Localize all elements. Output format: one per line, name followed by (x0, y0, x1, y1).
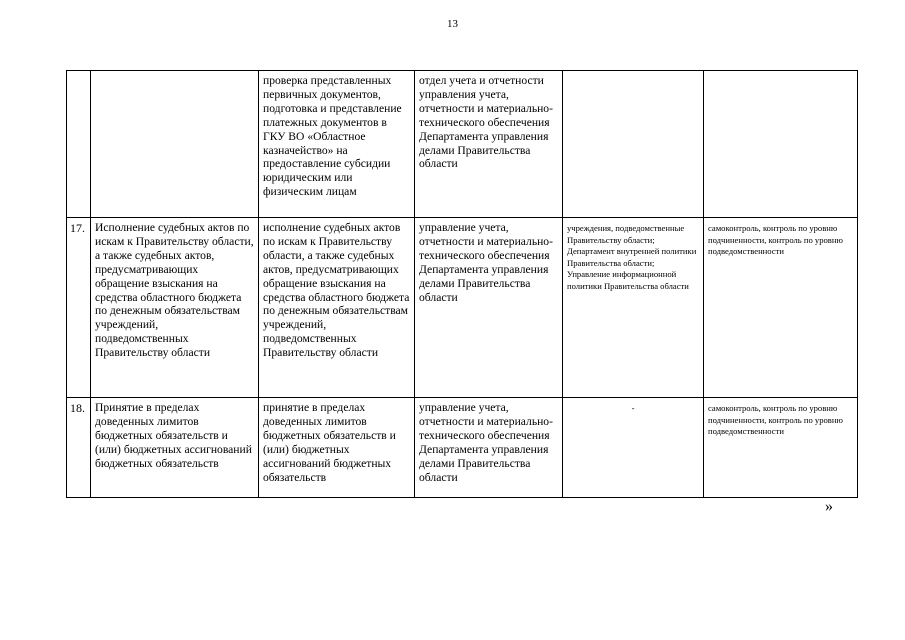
participants: учреждения, подведомственные Правительству области; Департамент внутренней политики Правительства области; Управление информационной политики Правительства области (563, 218, 704, 398)
responsible-executor: управление учета, отчетности и материально-технического обеспечения Департамента управления делами Правительства области (415, 398, 563, 498)
row-number: 18. (67, 398, 91, 498)
table-row (67, 71, 858, 218)
operation-name: Принятие в пределах доведенных лимитов бюджетных обязательств и (или) бюджетных ассигнований бюджетных обязательств (91, 398, 259, 498)
participants (563, 71, 704, 218)
page-number: 13 (447, 18, 458, 30)
row-number: 17. (67, 218, 91, 398)
participants: - (563, 398, 704, 498)
table-row (67, 398, 858, 498)
operation-actions: принятие в пределах доведенных лимитов бюджетных обязательств и (или) бюджетных ассигнований бюджетных обязательств (259, 398, 415, 498)
row-number (67, 71, 91, 218)
procedures-table (66, 70, 858, 498)
responsible-executor: отдел учета и отчетности управления учета, отчетности и материально-технического обеспечения Департамента управления делами Правительства области (415, 71, 563, 218)
control-type (704, 71, 858, 218)
table-row (67, 218, 858, 398)
control-type: самоконтроль, контроль по уровню подчиненности, контроль по уровню подведомственности (704, 398, 858, 498)
control-type: самоконтроль, контроль по уровню подчиненности, контроль по уровню подведомственности (704, 218, 858, 398)
closing-quote: » (825, 498, 833, 515)
operation-name: Исполнение судебных актов по искам к Правительству области, а также судебных актов, предусматривающих обращение взыскания на средства областного бюджета по денежным обязательствам учреждений, подведомственных Правительству области (91, 218, 259, 398)
operation-name (91, 71, 259, 218)
operation-actions: проверка представленных первичных документов, подготовка и представление платежных документов в ГКУ ВО «Областное казначейство» на предоставление субсидии юридическим или физическим лицам (259, 71, 415, 218)
operation-actions: исполнение судебных актов по искам к Правительству области, а также судебных актов, предусматривающих обращение взыскания на средства областного бюджета по денежным обязательствам учреждений, подведомственных Правительству области (259, 218, 415, 398)
responsible-executor: управление учета, отчетности и материально-технического обеспечения Департамента управления делами Правительства области (415, 218, 563, 398)
